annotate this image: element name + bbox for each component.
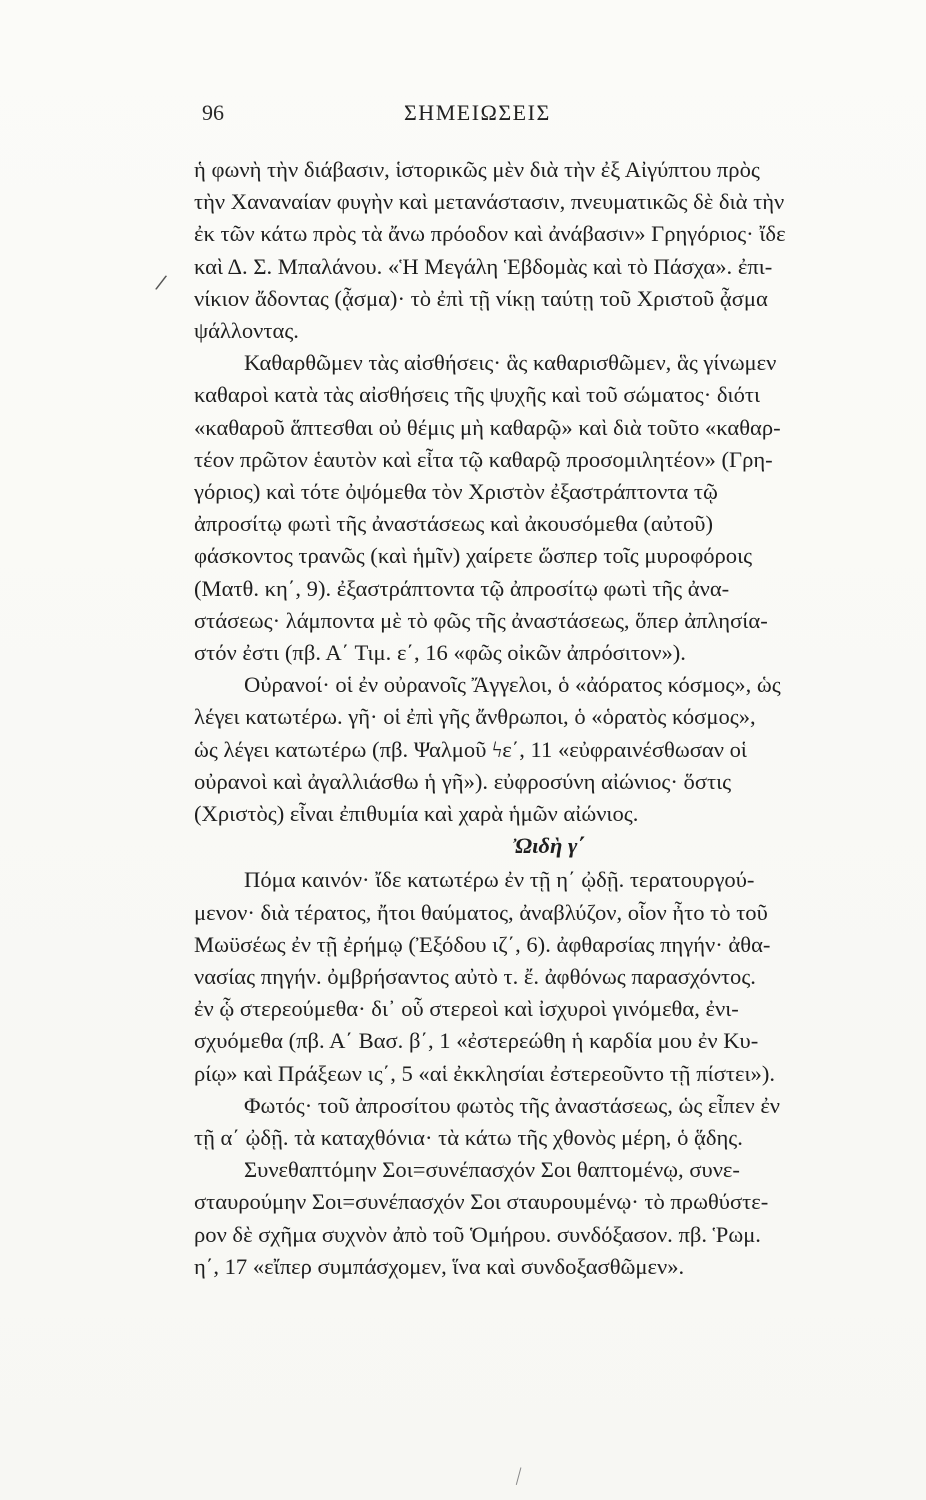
text-line: ἐν ᾧ στερεούμεθα· δι᾿ οὗ στερεοὶ καὶ ἰσχυροὶ γινόμεθα, ἐνι- xyxy=(194,996,739,1022)
text-line: σχυόμεθα (πβ. Α΄ Βασ. β΄, 1 «ἐστερεώθη ἡ καρδία μου ἐν Κυ- xyxy=(194,1028,759,1054)
text-line: σταυρούμην Σοι=συνέπασχόν Σοι σταυρουμένῳ· τὸ πρωθύστε- xyxy=(194,1189,769,1215)
text-line: στόν ἐστι (πβ. Α΄ Τιμ. ε΄, 16 «φῶς οἰκῶν ἀπρόσιτον»). xyxy=(194,640,686,666)
text-line: η΄, 17 «εἴπερ συμπάσχομεν, ἵνα καὶ συνδοξασθῶμεν». xyxy=(194,1253,685,1279)
text-line: ψάλλοντας. xyxy=(194,318,299,344)
text-line: καὶ Δ. Σ. Μπαλάνου. «Ἡ Μεγάλη Ἑβδομὰς καὶ τὸ Πάσχα». ἐπι- xyxy=(194,253,773,279)
text-line: μενον· διὰ τέρατος, ἤτοι θαύματος, ἀναβλύζον, οἷον ἦτο τὸ τοῦ xyxy=(194,899,768,925)
text-line: Πόμα καινόν· ἴδε κατωτέρω ἐν τῇ η΄ ᾠδῇ. τερατουργού- xyxy=(244,867,755,893)
text-line: καθαροὶ κατὰ τὰς αἰσθήσεις τῆς ψυχῆς καὶ τοῦ σώματος· διότι xyxy=(194,382,761,408)
text-line: λέγει κατωτέρω. γῆ· οἱ ἐπὶ γῆς ἄνθρωποι, ὁ «ὁρατὸς κόσμος», xyxy=(194,704,756,730)
text-line: (Ματθ. κη΄, 9). ἐξαστράπτοντα τῷ ἀπροσίτῳ φωτὶ τῆς ἀνα- xyxy=(194,575,730,601)
text-line: νίκιον ἄδοντας (ᾆσμα)· τὸ ἐπὶ τῇ νίκῃ ταύτῃ τοῦ Χριστοῦ ᾆσμα xyxy=(194,285,768,311)
text-line: γόριος) καὶ τότε ὀψόμεθα τὸν Χριστὸν ἐξαστράπτοντα τῷ xyxy=(194,479,718,505)
text-line: (Χριστὸς) εἶναι ἐπιθυμία καὶ χαρὰ ἡμῶν αἰώνιος. xyxy=(194,801,639,827)
text-line: Μωϋσέως ἐν τῇ ἐρήμῳ (Ἐξόδου ιζ΄, 6). ἀφθαρσίας πηγήν· ἀθα- xyxy=(194,931,771,957)
text-line: οὐρανοὶ καὶ ἀγαλλιάσθω ἡ γῆ»). εὐφροσύνη αἰώνιος· ὅστις xyxy=(194,768,732,794)
text-line: ὡς λέγει κατωτέρω (πβ. Ψαλμοῦ ϟε΄, 11 «εὐφραινέσθωσαν οἱ xyxy=(194,736,747,762)
text-line: τὴν Χαναναίαν φυγὴν καὶ μετανάστασιν, πνευματικῶς δὲ διὰ τὴν xyxy=(194,189,785,215)
page-number: 96 xyxy=(202,100,224,125)
section-heading: Ὠιδὴ γ΄ xyxy=(513,833,585,859)
text-line: τέον πρῶτον ἑαυτὸν καὶ εἶτα τῷ καθαρῷ προσομιλητέον» (Γρη- xyxy=(194,446,773,472)
margin-pencil-mark: / xyxy=(154,269,169,295)
text-line: Συνεθαπτόμην Σοι=συνέπασχόν Σοι θαπτομένῳ, συνε- xyxy=(244,1157,740,1183)
text-line: τῇ α΄ ᾠδῇ. τὰ καταχθόνια· τὰ κάτω τῆς χθονὸς μέρη, ὁ ᾅδης. xyxy=(194,1125,743,1151)
text-line: ἐκ τῶν κάτω πρὸς τὰ ἄνω πρόοδον καὶ ἀνάβασιν» Γρηγόριος· ἴδε xyxy=(194,221,786,247)
text-line: ρον δὲ σχῆμα συχνὸν ἀπὸ τοῦ Ὁμήρου. συνδόξασον. πβ. Ῥωμ. xyxy=(194,1221,761,1247)
text-line: «καθαροῦ ἅπτεσθαι οὐ θέμις μὴ καθαρῷ» καὶ διὰ τοῦτο «καθαρ- xyxy=(194,414,781,440)
running-title: ΣΗΜΕΙΩΣΕΙΣ xyxy=(404,100,551,125)
stray-mark xyxy=(516,1467,527,1486)
text-line: ἀπροσίτῳ φωτὶ τῆς ἀναστάσεως καὶ ἀκουσόμεθα (αὐτοῦ) xyxy=(194,511,713,537)
text-line: στάσεως· λάμποντα μὲ τὸ φῶς τῆς ἀναστάσεως, ὅπερ ἀπλησία- xyxy=(194,607,768,633)
text-line: νασίας πηγήν. ὀμβρήσαντος αὐτὸ τ. ἔ. ἀφθόνως παρασχόντος. xyxy=(194,964,756,990)
body-text xyxy=(194,154,914,1283)
text-line: Οὐρανοί· οἱ ἐν οὐρανοῖς Ἄγγελοι, ὁ «ἀόρατος κόσμος», ὡς xyxy=(244,672,781,698)
text-line: Φωτός· τοῦ ἀπροσίτου φωτὸς τῆς ἀναστάσεως, ὡς εἶπεν ἐν xyxy=(244,1092,781,1118)
text-line: ἡ φωνὴ τὴν διάβασιν, ἱστορικῶς μὲν διὰ τὴν ἐξ Αἰγύπτου πρὸς xyxy=(194,157,760,182)
running-head xyxy=(194,98,914,134)
text-line: φάσκοντος τρανῶς (καὶ ἡμῖν) χαίρετε ὥσπερ τοῖς μυροφόροις xyxy=(194,543,753,569)
text-line: ρίῳ» καὶ Πράξεων ις΄, 5 «αἱ ἐκκλησίαι ἐστερεοῦντο τῇ πίστει»). xyxy=(194,1060,775,1086)
text-line: Καθαρθῶμεν τὰς αἰσθήσεις· ἃς καθαρισθῶμεν, ἃς γίνωμεν xyxy=(244,350,777,376)
